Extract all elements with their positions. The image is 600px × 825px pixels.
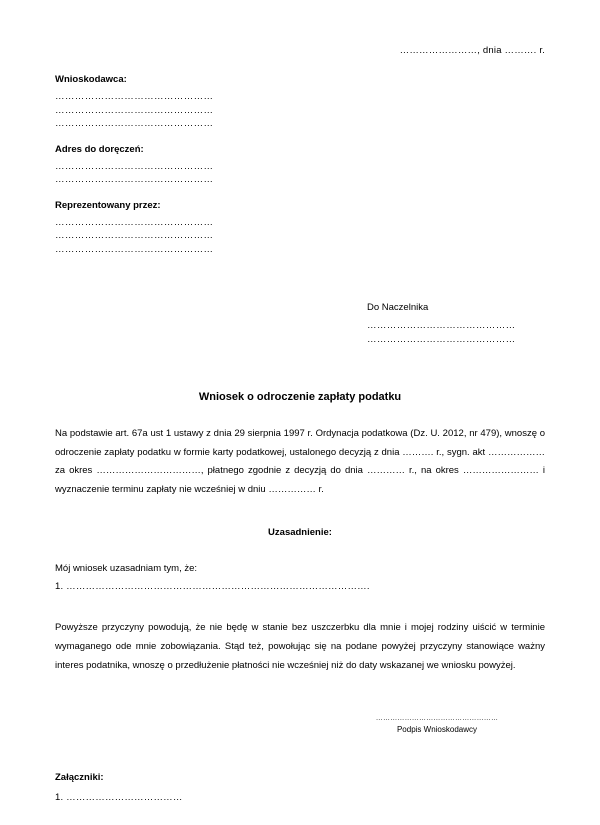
signature-label: Podpis Wnioskodawcy: [396, 725, 478, 734]
addressee-line-2: ………………………………………: [367, 334, 516, 345]
addressee-line-1: ………………………………………: [367, 320, 516, 331]
attachments-block: [55, 772, 545, 807]
addressee-block: [367, 302, 545, 347]
attachments-label: Załączniki:: [55, 772, 104, 783]
represented-by-line-2: …………………………………………: [55, 230, 214, 241]
represented-by-label: Reprezentowany przez:: [55, 199, 161, 211]
applicant-line-1: …………………………………………: [55, 91, 214, 102]
justification-intro: Mój wniosek uzasadniam tym, że:: [55, 563, 198, 574]
applicant-block: [55, 74, 545, 131]
delivery-address-block: [55, 144, 545, 187]
closing-paragraph: Powyższe przyczyny powodują, że nie będę w stanie bez uszczerbku dla mnie i mojej rodziny uiścić w terminie wymaganego ode mnie zobowiązania. Stąd też, powołując się na podane powyżej przyczyny stanowiące ważny interes podatnika, wnoszę o przedłużenie płatności nie wcześniej niż do daty wskazanej we wniosku powyżej.: [55, 622, 545, 671]
attachment-item-1: 1. ………………………………: [55, 792, 183, 803]
date-line: ……………………, dnia ………. r.: [399, 45, 545, 56]
body-paragraph: Na podstawie art. 67a ust 1 ustawy z dnia 29 sierpnia 1997 r. Ordynacja podatkowa (Dz. U. 2012, nr 479), wnoszę o odroczenie zapłaty podatku w formie karty podatkowej, ustalonego decyzją z dnia ………. r., sygn. akt ……………… za okres ……………………………, płatnego zgodnie z decyzją do dnia ………… r., na okres …………………… i wyznaczenie terminu zapłaty nie wcześniej w dniu …………… r.: [55, 428, 545, 495]
represented-by-block: [55, 200, 545, 257]
signature-block: [337, 715, 537, 734]
document-content: [55, 45, 545, 807]
justification-item-1: 1. ………………………………………………………………………………….: [55, 581, 370, 592]
justification-heading: Uzasadnienie:: [268, 527, 332, 538]
represented-by-line-1: …………………………………………: [55, 216, 214, 228]
applicant-label: Wnioskodawca:: [55, 74, 127, 85]
represented-by-line-3: …………………………………………: [55, 243, 214, 255]
addressee-name: Do Naczelnika: [367, 302, 429, 313]
applicant-line-3: …………………………………………: [55, 118, 214, 129]
delivery-address-line-2: …………………………………………: [55, 174, 214, 185]
page-title: Wniosek o odroczenie zapłaty podatku: [198, 391, 402, 403]
applicant-line-2: …………………………………………: [55, 104, 214, 116]
delivery-address-line-1: …………………………………………: [55, 160, 214, 172]
signature-line: ……………………………………………: [375, 715, 499, 722]
delivery-address-label: Adres do doręczeń:: [55, 143, 144, 155]
